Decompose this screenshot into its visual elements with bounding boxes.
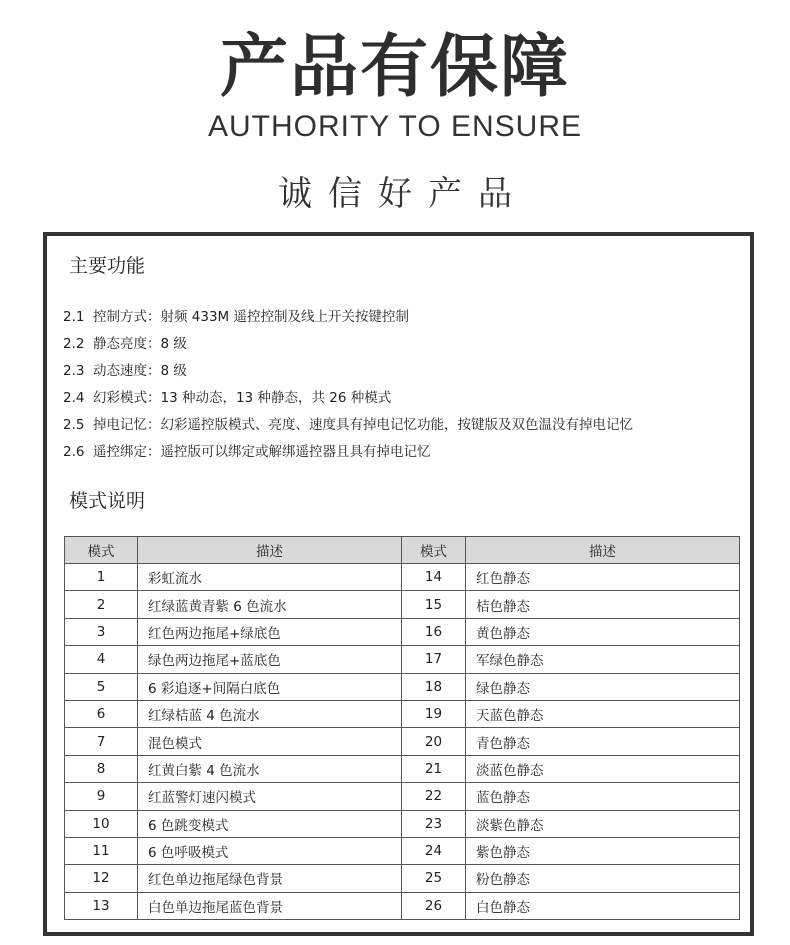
- mode-number: 7: [65, 728, 138, 755]
- mode-number: 8: [65, 755, 138, 782]
- function-number: 2.6: [63, 444, 85, 460]
- function-text: 静态亮度：8 级: [93, 336, 187, 352]
- mode-number: 25: [402, 865, 466, 892]
- mode-description: 6 色呼吸模式: [138, 837, 402, 864]
- mode-description: 青色静态: [466, 728, 740, 755]
- table-row: [65, 783, 740, 810]
- column-header-mode: 模式: [402, 537, 466, 564]
- mode-description: 红黄白紫 4 色流水: [138, 755, 402, 782]
- mode-number: 4: [65, 646, 138, 673]
- mode-number: 18: [402, 673, 466, 700]
- mode-number: 6: [65, 700, 138, 727]
- mode-number: 24: [402, 837, 466, 864]
- mode-description: 红色两边拖尾+绿底色: [138, 618, 402, 645]
- mode-description: 蓝色静态: [466, 783, 740, 810]
- slogan: 诚信好产品: [278, 174, 528, 214]
- mode-description: 粉色静态: [466, 865, 740, 892]
- mode-number: 15: [402, 591, 466, 618]
- mode-description: 6 色跳变模式: [138, 810, 402, 837]
- mode-description: 白色单边拖尾蓝色背景: [138, 892, 402, 919]
- table-row: [65, 837, 740, 864]
- function-item: [63, 413, 633, 440]
- mode-number: 14: [402, 564, 466, 591]
- mode-description: 淡蓝色静态: [466, 755, 740, 782]
- function-text: 幻彩模式：13 种动态，13 种静态，共 26 种模式: [93, 390, 392, 406]
- mode-description: 淡紫色静态: [466, 810, 740, 837]
- column-header-description: 描述: [138, 537, 402, 564]
- mode-table: [64, 536, 740, 920]
- table-row: [65, 618, 740, 645]
- mode-description: 红色单边拖尾绿色背景: [138, 865, 402, 892]
- table-header-row: [65, 537, 740, 564]
- function-number: 2.1: [63, 309, 85, 325]
- function-number: 2.5: [63, 417, 85, 433]
- function-list: [63, 305, 633, 467]
- table-row: [65, 700, 740, 727]
- mode-number: 12: [65, 865, 138, 892]
- table-row: [65, 591, 740, 618]
- mode-number: 3: [65, 618, 138, 645]
- mode-number: 5: [65, 673, 138, 700]
- mode-description: 6 彩追逐+间隔白底色: [138, 673, 402, 700]
- mode-number: 19: [402, 700, 466, 727]
- function-number: 2.3: [63, 363, 85, 379]
- column-header-mode: 模式: [65, 537, 138, 564]
- table-row: [65, 865, 740, 892]
- mode-number: 23: [402, 810, 466, 837]
- mode-description: 红绿桔蓝 4 色流水: [138, 700, 402, 727]
- table-row: [65, 564, 740, 591]
- spec-panel: [43, 232, 754, 936]
- table-row: [65, 728, 740, 755]
- mode-description: 黄色静态: [466, 618, 740, 645]
- mode-number: 22: [402, 783, 466, 810]
- function-item: [63, 305, 633, 332]
- mode-description: 军绿色静态: [466, 646, 740, 673]
- mode-description: 白色静态: [466, 892, 740, 919]
- function-text: 掉电记忆：幻彩遥控版模式、亮度、速度具有掉电记忆功能，按键版及双色温没有掉电记忆: [93, 417, 633, 433]
- function-item: [63, 386, 633, 413]
- mode-number: 20: [402, 728, 466, 755]
- mode-description: 紫色静态: [466, 837, 740, 864]
- main-functions-heading: 主要功能: [69, 255, 146, 277]
- mode-number: 21: [402, 755, 466, 782]
- mode-description: 混色模式: [138, 728, 402, 755]
- mode-description: 天蓝色静态: [466, 700, 740, 727]
- mode-number: 9: [65, 783, 138, 810]
- table-row: [65, 646, 740, 673]
- table-row: [65, 673, 740, 700]
- mode-description: 绿色静态: [466, 673, 740, 700]
- mode-number: 16: [402, 618, 466, 645]
- mode-number: 17: [402, 646, 466, 673]
- function-number: 2.4: [63, 390, 85, 406]
- function-item: [63, 359, 633, 386]
- mode-number: 13: [65, 892, 138, 919]
- mode-number: 26: [402, 892, 466, 919]
- function-text: 动态速度：8 级: [93, 363, 187, 379]
- function-item: [63, 332, 633, 359]
- mode-number: 11: [65, 837, 138, 864]
- function-text: 遥控绑定：遥控版可以绑定或解绑遥控器且具有掉电记忆: [93, 444, 431, 460]
- page-title: 产品有保障: [219, 28, 570, 107]
- mode-description: 红蓝警灯速闪模式: [138, 783, 402, 810]
- function-text: 控制方式：射频 433M 遥控控制及线上开关按键控制: [93, 309, 409, 325]
- mode-number: 1: [65, 564, 138, 591]
- mode-description: 红绿蓝黄青紫 6 色流水: [138, 591, 402, 618]
- mode-description: 桔色静态: [466, 591, 740, 618]
- mode-description: 绿色两边拖尾+蓝底色: [138, 646, 402, 673]
- mode-number: 10: [65, 810, 138, 837]
- table-row: [65, 892, 740, 919]
- function-number: 2.2: [63, 336, 85, 352]
- mode-description: 彩虹流水: [138, 564, 402, 591]
- table-row: [65, 810, 740, 837]
- function-item: [63, 440, 633, 467]
- column-header-description: 描述: [466, 537, 740, 564]
- mode-number: 2: [65, 591, 138, 618]
- mode-description: 红色静态: [466, 564, 740, 591]
- page-subtitle: AUTHORITY TO ENSURE: [207, 110, 583, 143]
- mode-description-heading: 模式说明: [69, 490, 146, 512]
- table-row: [65, 755, 740, 782]
